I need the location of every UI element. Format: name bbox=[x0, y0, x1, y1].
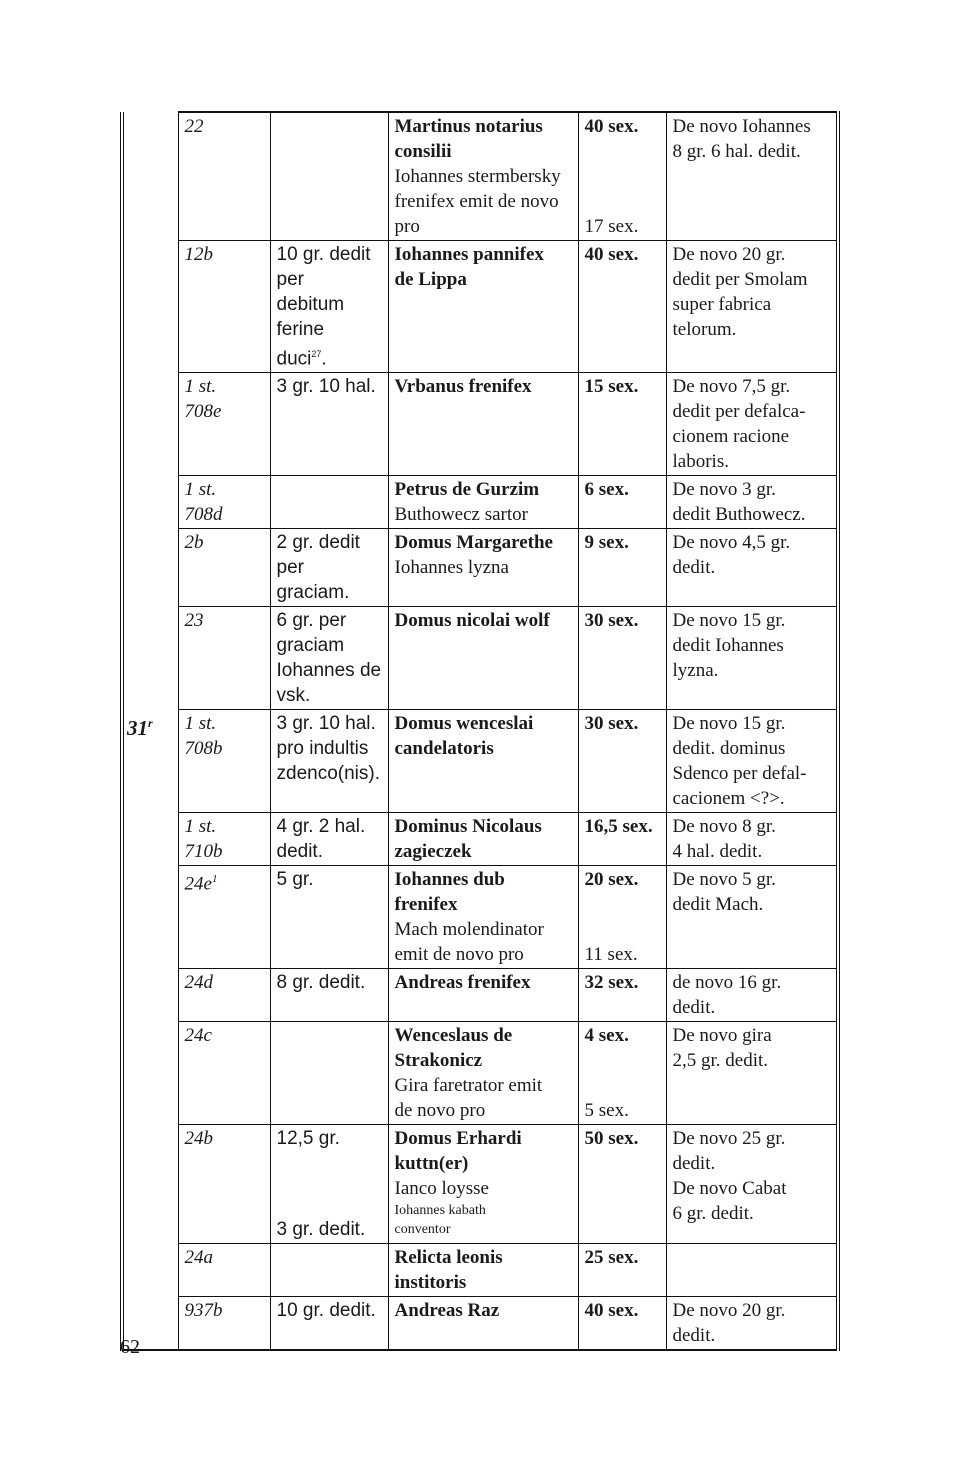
remark-cell: De novo 25 gr. dedit. De novo Cabat 6 gr. dedit. bbox=[666, 1125, 838, 1244]
amount-cell: 50 sex. bbox=[578, 1125, 666, 1244]
amount-cell: 40 sex. bbox=[578, 241, 666, 373]
margin-cell bbox=[122, 710, 178, 813]
amount-cell: 40 sex. 17 sex. bbox=[578, 112, 666, 241]
payment-note-cell bbox=[270, 476, 388, 529]
margin-cell bbox=[122, 112, 178, 241]
payment-note-cell bbox=[270, 1022, 388, 1125]
folio-mark: 31$^r$ bbox=[127, 715, 153, 740]
reference-cell: 22 bbox=[178, 112, 270, 241]
reference-cell: 24a bbox=[178, 1244, 270, 1297]
payment-note-cell: 10 gr. dedit per debitum ferine duci$^{27}$. bbox=[270, 241, 388, 373]
table-row bbox=[122, 866, 838, 969]
remark-cell: De novo 7,5 gr. dedit per defalca- cionem racione laboris. bbox=[666, 373, 838, 476]
table-row bbox=[122, 1244, 838, 1297]
reference-cell: 1 st. 708e bbox=[178, 373, 270, 476]
amount-cell: 6 sex. bbox=[578, 476, 666, 529]
payment-note-cell: 4 gr. 2 hal. dedit. bbox=[270, 813, 388, 866]
reference-cell: 24d bbox=[178, 969, 270, 1022]
margin-cell bbox=[122, 241, 178, 373]
reference-cell: 1 st. 708b bbox=[178, 710, 270, 813]
reference-cell: 1 st. 710b bbox=[178, 813, 270, 866]
amount-cell: 30 sex. bbox=[578, 710, 666, 813]
margin-cell bbox=[122, 866, 178, 969]
remark-cell: De novo 5 gr. dedit Mach. bbox=[666, 866, 838, 969]
remark-cell: De novo 3 gr. dedit Buthowecz. bbox=[666, 476, 838, 529]
table-row bbox=[122, 1125, 838, 1244]
payment-note-cell: 3 gr. 10 hal. bbox=[270, 373, 388, 476]
reference-cell: 24b bbox=[178, 1125, 270, 1244]
remark-cell: De novo 20 gr. dedit. bbox=[666, 1297, 838, 1351]
amount-cell: 15 sex. bbox=[578, 373, 666, 476]
register-table bbox=[120, 111, 840, 1351]
payment-note-cell bbox=[270, 1244, 388, 1297]
margin-cell bbox=[122, 607, 178, 710]
holder-name-cell: Wenceslaus de Strakonicz Gira faretrator emit de novo pro bbox=[388, 1022, 578, 1125]
remark-cell: De novo 4,5 gr. dedit. bbox=[666, 529, 838, 607]
remark-cell: De novo gira 2,5 gr. dedit. bbox=[666, 1022, 838, 1125]
table-row bbox=[122, 969, 838, 1022]
margin-cell bbox=[122, 476, 178, 529]
table-row bbox=[122, 1297, 838, 1351]
holder-name-cell: Andreas Raz bbox=[388, 1297, 578, 1351]
holder-name-cell: Domus Erhardi kuttn(er) Ianco loysse Iohannes kabath conventor bbox=[388, 1125, 578, 1244]
holder-name-cell: Domus nicolai wolf bbox=[388, 607, 578, 710]
payment-note-cell: 3 gr. 10 hal. pro indultis zdenco(nis). bbox=[270, 710, 388, 813]
holder-name-cell: Martinus notarius consilii Iohannes stermbersky frenifex emit de novo pro bbox=[388, 112, 578, 241]
reference-cell: 2b bbox=[178, 529, 270, 607]
holder-name-cell: Domus Margarethe Iohannes lyzna bbox=[388, 529, 578, 607]
register-table-wrapper bbox=[120, 111, 836, 1351]
table-row bbox=[122, 112, 838, 241]
holder-name-cell: Andreas frenifex bbox=[388, 969, 578, 1022]
reference-cell: $24e^1$ bbox=[178, 866, 270, 969]
holder-name-cell: Iohannes dub frenifex Mach molendinator emit de novo pro bbox=[388, 866, 578, 969]
margin-cell bbox=[122, 1125, 178, 1244]
holder-name-cell: Domus wenceslai candelatoris bbox=[388, 710, 578, 813]
payment-note-cell: 5 gr. bbox=[270, 866, 388, 969]
payment-note-cell: 6 gr. per graciam Iohannes de vsk. bbox=[270, 607, 388, 710]
reference-cell: 1 st. 708d bbox=[178, 476, 270, 529]
margin-cell bbox=[122, 813, 178, 866]
remark-cell: De novo Iohannes 8 gr. 6 hal. dedit. bbox=[666, 112, 838, 241]
reference-cell: 12b bbox=[178, 241, 270, 373]
amount-cell: 16,5 sex. bbox=[578, 813, 666, 866]
holder-name-cell: Iohannes pannifex de Lippa bbox=[388, 241, 578, 373]
amount-cell: 30 sex. bbox=[578, 607, 666, 710]
amount-cell: 25 sex. bbox=[578, 1244, 666, 1297]
margin-cell bbox=[122, 1244, 178, 1297]
reference-cell: 23 bbox=[178, 607, 270, 710]
amount-cell: 9 sex. bbox=[578, 529, 666, 607]
amount-cell: 4 sex. 5 sex. bbox=[578, 1022, 666, 1125]
margin-cell bbox=[122, 1022, 178, 1125]
margin-cell bbox=[122, 373, 178, 476]
table-row bbox=[122, 373, 838, 476]
table-row bbox=[122, 710, 838, 813]
reference-cell: 937b bbox=[178, 1297, 270, 1351]
payment-note-cell: 12,5 gr. 3 gr. dedit. bbox=[270, 1125, 388, 1244]
holder-name-cell: Relicta leonis institoris bbox=[388, 1244, 578, 1297]
table-row bbox=[122, 1022, 838, 1125]
remark-cell: De novo 20 gr. dedit per Smolam super fabrica telorum. bbox=[666, 241, 838, 373]
remark-cell: De novo 15 gr. dedit. dominus Sdenco per defal- cacionem <?>. bbox=[666, 710, 838, 813]
remark-cell: De novo 15 gr. dedit Iohannes lyzna. bbox=[666, 607, 838, 710]
amount-cell: 32 sex. bbox=[578, 969, 666, 1022]
holder-name-cell: Dominus Nicolaus zagieczek bbox=[388, 813, 578, 866]
remark-cell bbox=[666, 1244, 838, 1297]
table-row bbox=[122, 241, 838, 373]
table-row bbox=[122, 607, 838, 710]
reference-cell: 24c bbox=[178, 1022, 270, 1125]
margin-cell bbox=[122, 529, 178, 607]
payment-note-cell: 8 gr. dedit. bbox=[270, 969, 388, 1022]
table-row bbox=[122, 476, 838, 529]
table-row bbox=[122, 529, 838, 607]
payment-note-cell bbox=[270, 112, 388, 241]
page-number: 62 bbox=[120, 1336, 140, 1358]
payment-note-cell: 2 gr. dedit per graciam. bbox=[270, 529, 388, 607]
remark-cell: De novo 8 gr. 4 hal. dedit. bbox=[666, 813, 838, 866]
holder-name-cell: Vrbanus frenifex bbox=[388, 373, 578, 476]
table-row bbox=[122, 813, 838, 866]
amount-cell: 40 sex. bbox=[578, 1297, 666, 1351]
margin-cell bbox=[122, 969, 178, 1022]
amount-cell: 20 sex. 11 sex. bbox=[578, 866, 666, 969]
remark-cell: de novo 16 gr. dedit. bbox=[666, 969, 838, 1022]
holder-name-cell: Petrus de Gurzim Buthowecz sartor bbox=[388, 476, 578, 529]
payment-note-cell: 10 gr. dedit. bbox=[270, 1297, 388, 1351]
